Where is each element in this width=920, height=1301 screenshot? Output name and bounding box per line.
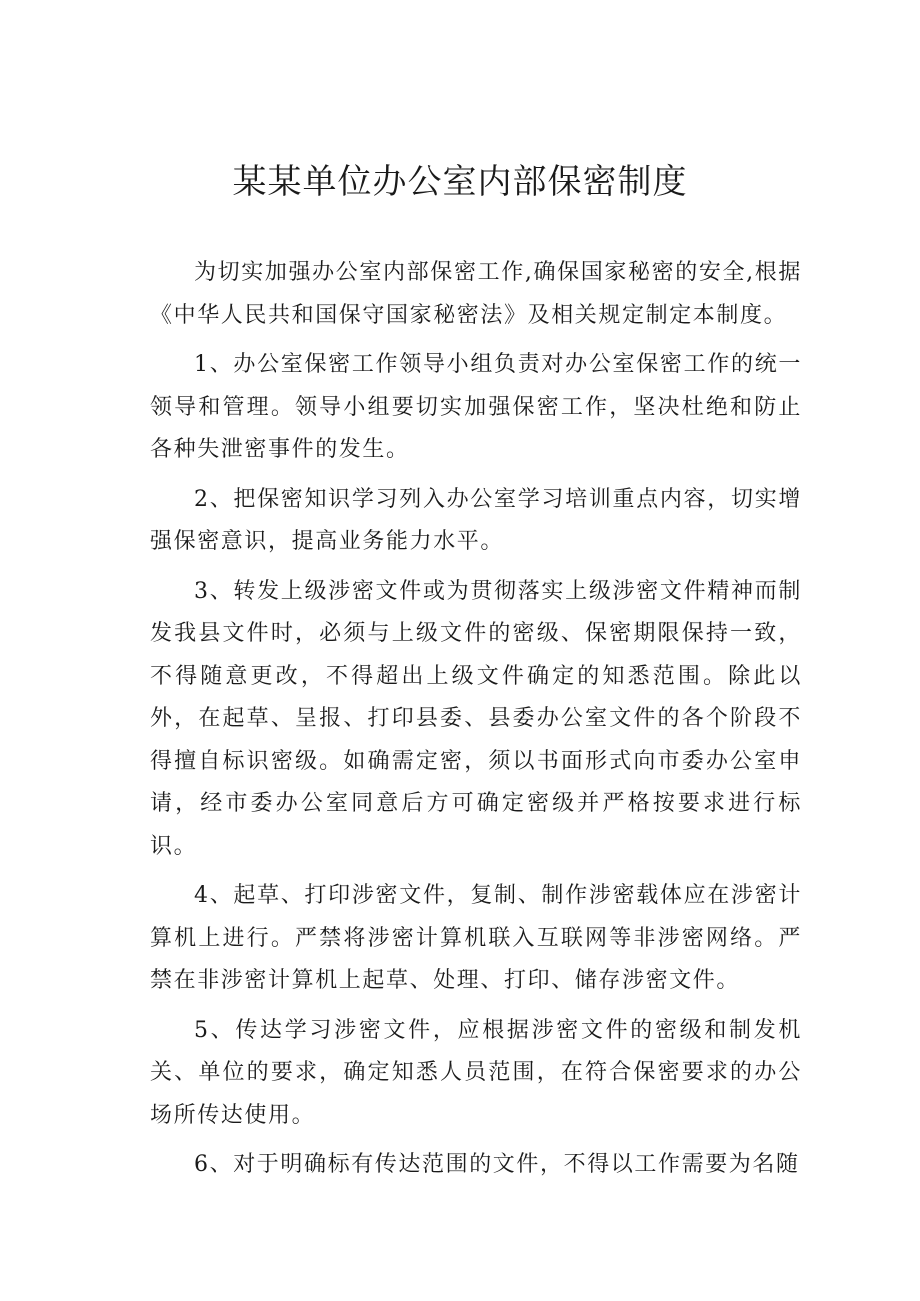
intro-paragraph: 为切实加强办公室内部保密工作,确保国家秘密的安全,根据《中华人民共和国保守国家秘密法》及相关规定制定本制度。: [150, 260, 802, 328]
rule-6-paragraph: 6、对于明确标有传达范围的文件，不得以工作需要为名随: [194, 1152, 800, 1177]
document-title: 某某单位办公室内部保密制度: [232, 162, 688, 202]
document-body: [150, 252, 802, 1194]
rule-4-paragraph: 4、起草、打印涉密文件，复制、制作涉密载体应在涉密计算机上进行。严禁将涉密计算机联入互联网等非涉密网络。严禁在非涉密计算机上起草、处理、打印、储存涉密文件。: [150, 883, 802, 993]
rule-5-paragraph: 5、传达学习涉密文件，应根据涉密文件的密级和制发机关、单位的要求，确定知悉人员范围，在符合保密要求的办公场所传达使用。: [150, 1017, 802, 1128]
rule-2-paragraph: 2、把保密知识学习列入办公室学习培训重点内容，切实增强保密意识，提高业务能力水平。: [150, 486, 802, 554]
rule-3-paragraph: 3、转发上级涉密文件或为贯彻落实上级涉密文件精神而制发我县文件时，必须与上级文件的密级、保密期限保持一致，不得随意更改，不得超出上级文件确定的知悉范围。除此以外，在起草、呈报、打印县委、县委办公室文件的各个阶段不得擅自标识密级。如确需定密，须以书面形式向市委办公室申请，经市委办公室同意后方可确定密级并严格按要求进行标识。: [150, 578, 802, 859]
rule-1-paragraph: 1、办公室保密工作领导小组负责对办公室保密工作的统一领导和管理。领导小组要切实加强保密工作，坚决杜绝和防止各种失泄密事件的发生。: [150, 352, 802, 462]
